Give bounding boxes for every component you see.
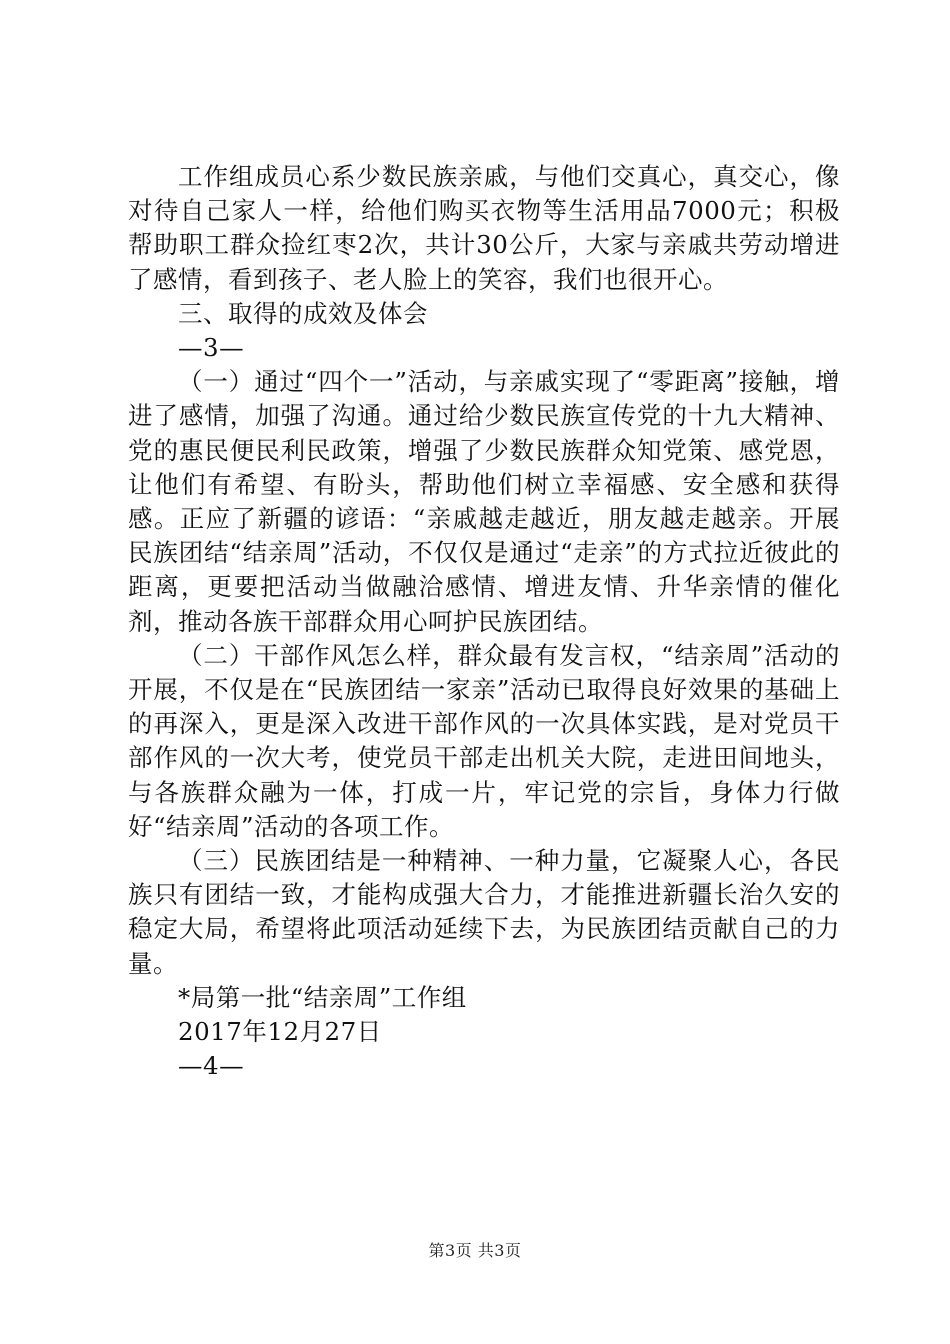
paragraph-cadre-style: （二）干部作风怎么样，群众最有发言权，“结亲周”活动的开展，不仅是在“民族团结一家亲”活动已取得良好效果的基础上的再深入，更是深入改进干部作风的一次具体实践，是对党员干部作风的一次大考，使党员干部走出机关大院，走进田间地头，与各族群众融为一体，打成一片，牢记党的宗旨，身体力行做好“结亲周”活动的各项工作。 xyxy=(128,640,840,841)
page-marker-3: —3— xyxy=(178,333,245,363)
section-heading: 三、取得的成效及体会 xyxy=(178,298,428,328)
document-date: 2017年12月27日 xyxy=(178,1017,382,1047)
paragraph-four-ones: （一）通过“四个一”活动，与亲戚实现了“零距离”接触，增进了感情，加强了沟通。通过给少数民族宣传党的十九大精神、党的惠民便民利民政策，增强了少数民族群众知党策、感党恩，让他们有希望、有盼头，帮助他们树立幸福感、安全感和获得感。正应了新疆的谚语：“亲戚越走越近，朋友越走越亲。开展民族团结“结亲周”活动，不仅仅是通过“走亲”的方式拉近彼此的距离，更要把活动当做融洽感情、增进友情、升华亲情的催化剂，推动各族干部群众用心呵护民族团结。 xyxy=(128,367,840,636)
paragraph-family-care: 工作组成员心系少数民族亲戚，与他们交真心，真交心，像对待自己家人一样，给他们购买衣物等生活用品7000元；积极帮助职工群众捡红枣2次，共计30公斤，大家与亲戚共劳动增进了感情，看到孩子、老人脸上的笑容，我们也很开心。 xyxy=(128,162,840,294)
page-marker-4: —4— xyxy=(178,1051,245,1081)
document-body xyxy=(128,160,840,1083)
page-footer: 第3页 共3页 xyxy=(428,1241,522,1260)
signature: *局第一批“结亲周”工作组 xyxy=(178,982,467,1012)
paragraph-ethnic-unity: （三）民族团结是一种精神、一种力量，它凝聚人心，各民族只有团结一致，才能构成强大合力，才能推进新疆长治久安的稳定大局，希望将此项活动延续下去，为民族团结贡献自己的力量。 xyxy=(128,846,840,978)
